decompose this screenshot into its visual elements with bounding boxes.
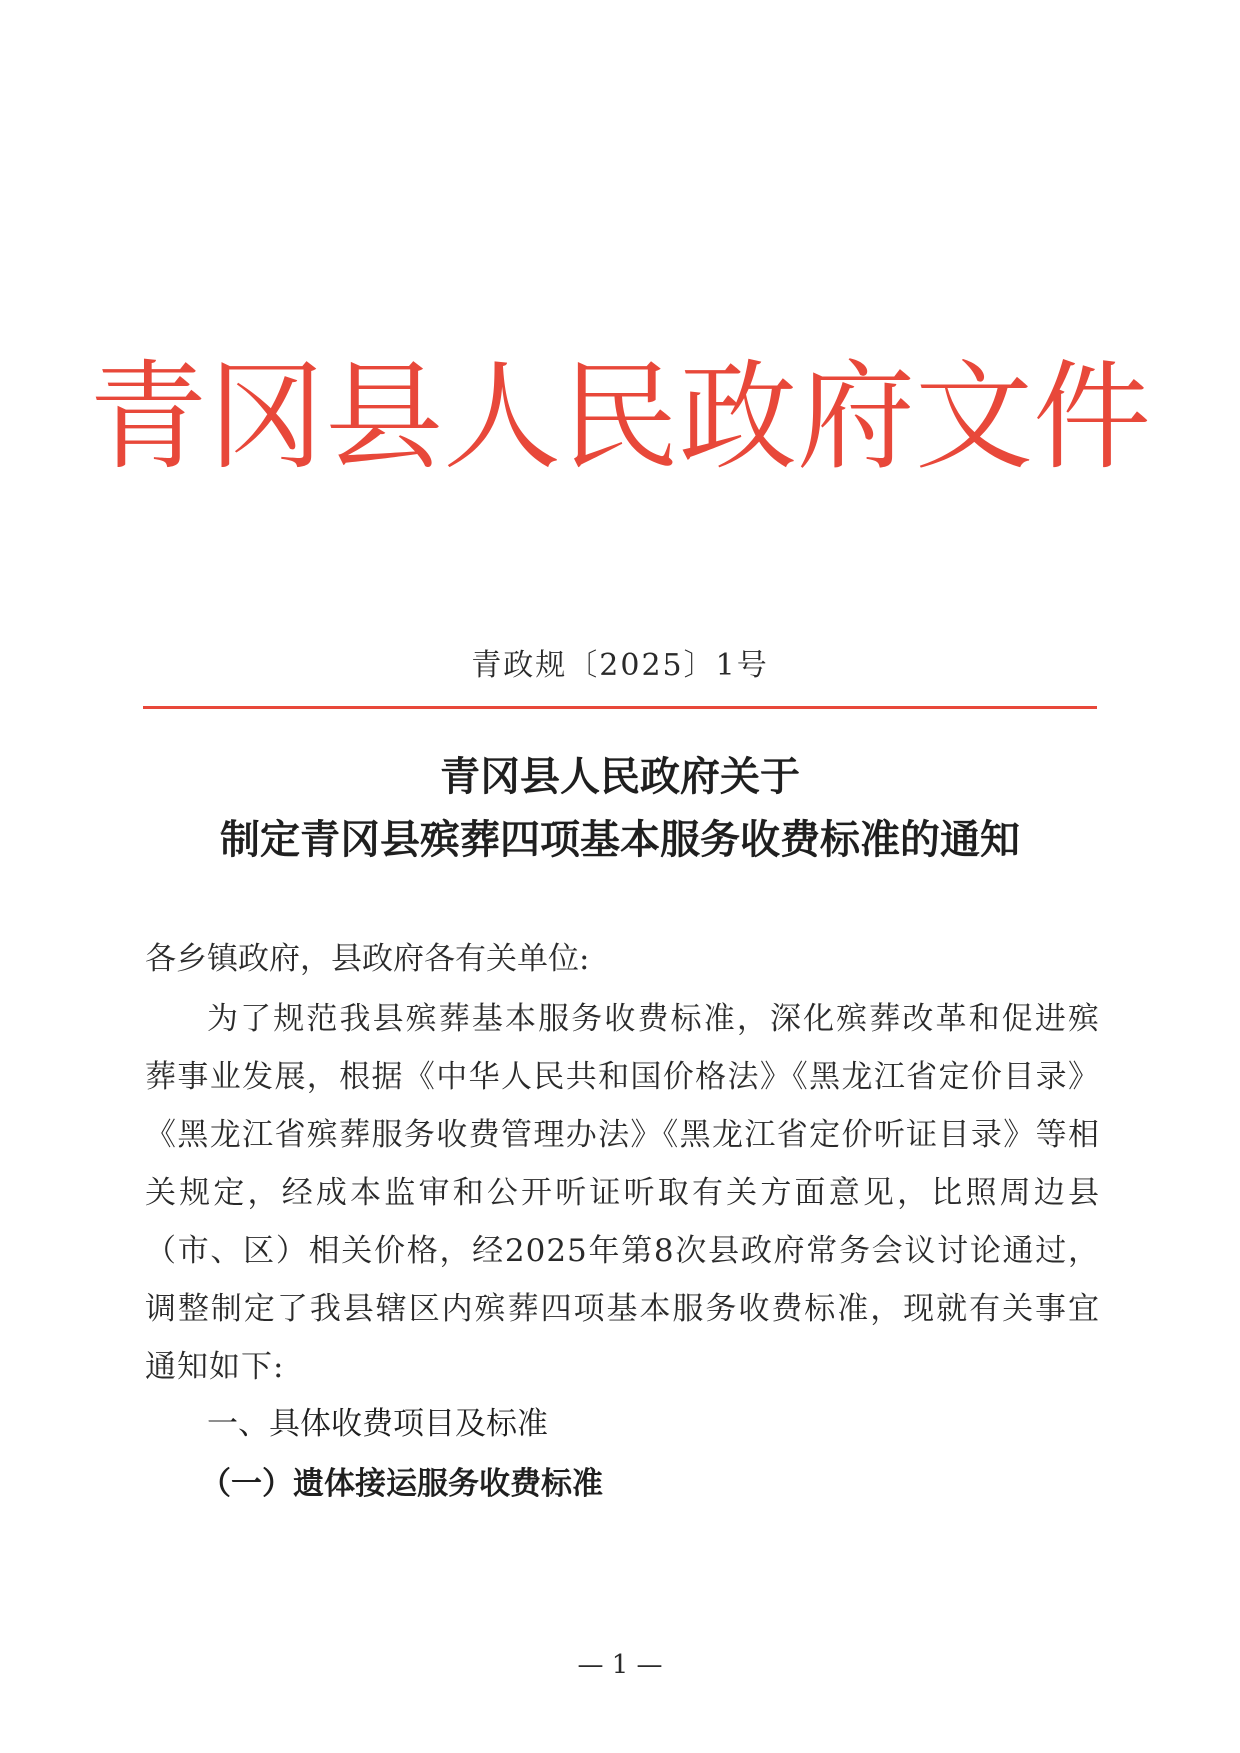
- red-divider-line: [143, 706, 1097, 709]
- document-number: 青政规〔2025〕1号: [471, 648, 769, 683]
- page-number: — 1 —: [577, 1650, 663, 1680]
- document-title-line-2: 制定青冈县殡葬四项基本服务收费标准的通知: [220, 816, 1020, 863]
- document-masthead: 青冈县人民政府文件: [88, 348, 1151, 486]
- salutation: 各乡镇政府，县政府各有关单位:: [145, 941, 590, 977]
- body-paragraph: 为了规范我县殡葬基本服务收费标准，深化殡葬改革和促进殡葬事业发展，根据《中华人民共和国价格法》《黑龙江省定价目录》《黑龙江省殡葬服务收费管理办法》《黑龙江省定价听证目录》等相关规定，经成本监审和公开听证听取有关方面意见，比照周边县（市、区）相关价格，经2025年第8次县政府常务会议讨论通过，调整制定了我县辖区内殡葬四项基本服务收费标准，现就有关事宜通知如下:: [145, 1001, 1100, 1385]
- section-heading-2: （一）遗体接运服务收费标准: [200, 1466, 603, 1502]
- section-heading-1: 一、具体收费项目及标准: [207, 1406, 548, 1442]
- document-title-line-1: 青冈县人民政府关于: [440, 753, 800, 800]
